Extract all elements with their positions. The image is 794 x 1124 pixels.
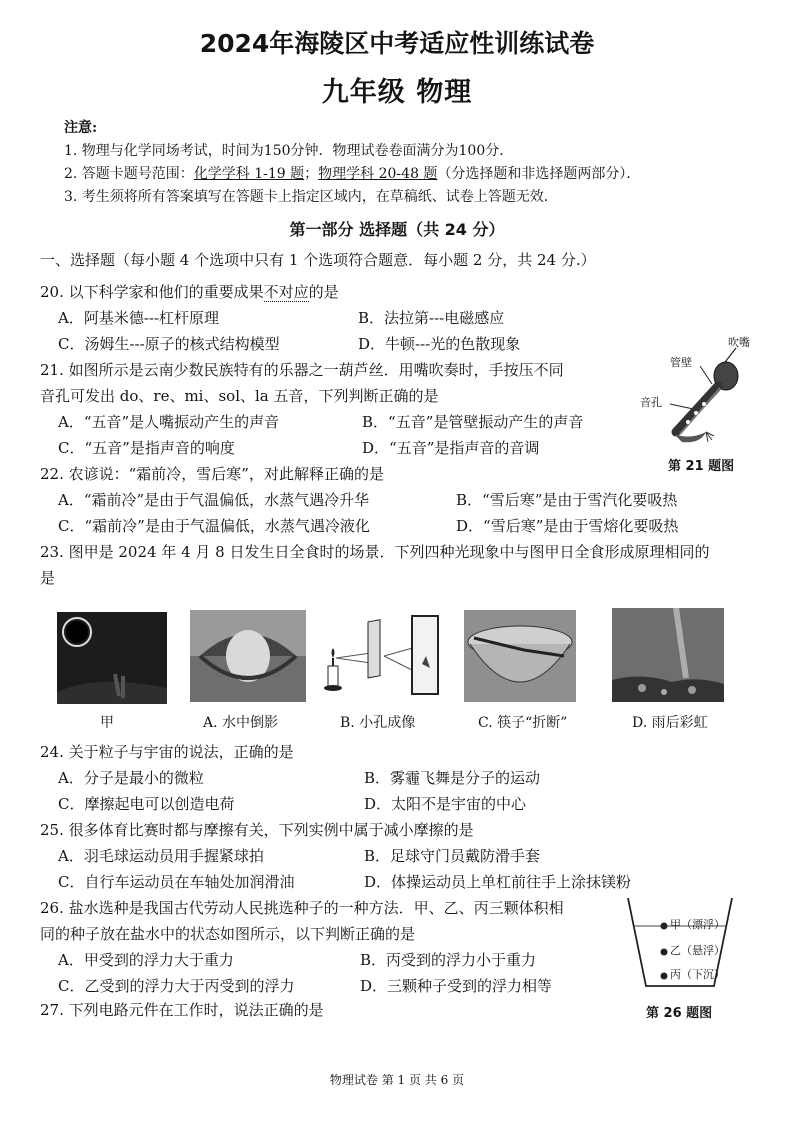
q24-stem: 24. 关于粒子与宇宙的说法，正确的是 — [40, 743, 294, 761]
eclipse-drawing — [57, 612, 167, 704]
q26-stem-line1: 26. 盐水选种是我国古代劳动人民挑选种子的一种方法．甲、乙、丙三颗体积相 — [40, 899, 564, 917]
exam-title: 2024年海陵区中考适应性训练试卷 — [199, 29, 595, 58]
q24-option-b: B．雾霾飞舞是分子的运动 — [364, 769, 541, 787]
q23-caption-a: A. 水中倒影 — [203, 715, 279, 731]
notes-heading: 注意: — [64, 120, 98, 136]
hulusi-label-wall: 管壁 — [670, 356, 692, 369]
q27-stem: 27. 下列电路元件在工作时，说法正确的是 — [40, 1001, 324, 1019]
q21-figure-caption: 第 21 题图 — [668, 459, 735, 474]
q22-option-d: D．“雪后寒”是由于雪熔化要吸热 — [456, 517, 679, 535]
q23-caption-b: B. 小孔成像 — [340, 715, 416, 731]
q24-option-d: D．太阳不是宇宙的中心 — [364, 795, 527, 813]
q25-option-b: B．足球守门员戴防滑手套 — [364, 847, 541, 865]
note-1: 1. 物理与化学同场考试，时间为150分钟．物理试卷卷面满分为100分． — [64, 143, 514, 159]
q22-option-a: A．“霜前冷”是由于气温偏低，水蒸气遇冷升华 — [58, 491, 370, 509]
q20-stem-a: 20. 以下科学家和他们的重要成果 — [40, 283, 264, 301]
q23-caption-d: D. 雨后彩虹 — [632, 715, 708, 731]
reflection-drawing — [190, 610, 306, 702]
hulusi-label-mouth: 吹嘴 — [728, 336, 750, 349]
q21-option-c: C．“五音”是指声音的响度 — [58, 439, 235, 457]
q26-option-d: D．三颗种子受到的浮力相等 — [360, 977, 553, 995]
q25-option-d: D．体操运动员上单杠前往手上涂抹镁粉 — [364, 873, 632, 891]
section-instruction: 一、选择题（每小题 4 个选项中只有 1 个选项符合题意．每小题 2 分，共 24 分.） — [40, 251, 596, 269]
q20-stem — [40, 282, 339, 302]
hulusi-drawing — [640, 336, 780, 448]
note-2-a: 2. 答题卡题号范围： — [64, 166, 194, 182]
beaker-label-yi: 乙（悬浮） — [670, 944, 725, 957]
hulusi-label-hole: 音孔 — [640, 396, 662, 409]
rainbow-drawing — [612, 608, 724, 702]
q20-stem-emph: 不对应 — [263, 283, 309, 301]
q21-option-d: D．“五音”是指声音的音调 — [362, 439, 540, 457]
q23-figure-pinhole — [322, 608, 446, 704]
q26-stem-line2: 同的种子放在盐水中的状态如图所示，以下判断正确的是 — [40, 925, 416, 943]
q26-figure-beaker — [624, 894, 744, 990]
q22-stem: 22. 农谚说：“霜前冷，雪后寒”，对此解释正确的是 — [40, 465, 384, 483]
q21-figure-hulusi — [640, 336, 780, 448]
q21-stem-line2: 音孔可发出 do、re、mi、sol、la 五音，下列判断正确的是 — [40, 387, 439, 405]
q22-option-c: C．“霜前冷”是由于气温偏低，水蒸气遇冷液化 — [58, 517, 370, 535]
q23-figure-chopstick — [464, 610, 576, 702]
q20-option-c: C．汤姆生---原子的核式结构模型 — [58, 335, 280, 353]
q26-option-a: A．甲受到的浮力大于重力 — [58, 951, 234, 969]
q20-stem-c: 的是 — [308, 283, 339, 301]
q26-option-c: C．乙受到的浮力大于丙受到的浮力 — [58, 977, 295, 995]
q26-figure-caption: 第 26 题图 — [646, 1006, 713, 1021]
q24-option-a: A．分子是最小的微粒 — [58, 769, 204, 787]
q25-option-c: C．自行车运动员在车轴处加润滑油 — [58, 873, 295, 891]
q21-stem-line1: 21. 如图所示是云南少数民族特有的乐器之一葫芦丝．用嘴吹奏时，手按压不同 — [40, 361, 564, 379]
q25-option-a: A．羽毛球运动员用手握紧球拍 — [58, 847, 264, 865]
q21-option-a: A．“五音”是人嘴振动产生的声音 — [58, 413, 280, 431]
pinhole-drawing — [322, 608, 446, 704]
note-2-phys-range: 物理学科 20-48 题 — [318, 166, 438, 182]
q26-option-b: B．丙受到的浮力小于重力 — [360, 951, 537, 969]
q23-caption-jia: 甲 — [100, 715, 114, 731]
q25-stem: 25. 很多体育比赛时都与摩擦有关，下列实例中属于减小摩擦的是 — [40, 821, 474, 839]
q22-option-b: B．“雪后寒”是由于雪汽化要吸热 — [456, 491, 678, 509]
beaker-label-jia: 甲（漂浮） — [670, 918, 725, 931]
q20-option-d: D．牛顿---光的色散现象 — [358, 335, 521, 353]
note-2-e: （分选择题和非选择题两部分）． — [437, 166, 641, 182]
page-footer: 物理试卷 第 1 页 共 6 页 — [329, 1073, 465, 1087]
q23-caption-c: C. 筷子“折断” — [478, 715, 568, 731]
q23-figure-reflection — [190, 610, 306, 702]
exam-subtitle: 九年级 物理 — [321, 77, 473, 108]
q23-stem-line2: 是 — [40, 569, 56, 587]
note-2-chem-range: 化学学科 1-19 题 — [193, 166, 305, 182]
q20-option-a: A．阿基米德---杠杆原理 — [58, 309, 220, 327]
beaker-label-bing: 丙（下沉） — [670, 968, 725, 981]
chopstick-drawing — [464, 610, 576, 702]
note-2 — [64, 164, 640, 184]
q23-stem-line1: 23. 图甲是 2024 年 4 月 8 日发生日全食时的场景．下列四种光现象中与图甲日全食形成原理相同的 — [40, 543, 710, 561]
q21-option-b: B．“五音”是管壁振动产生的声音 — [362, 413, 584, 431]
note-2-c: ； — [304, 166, 319, 182]
q24-option-c: C．摩擦起电可以创造电荷 — [58, 795, 235, 813]
q20-option-b: B．法拉第---电磁感应 — [358, 309, 505, 327]
note-3: 3. 考生须将所有答案填写在答题卡上指定区域内，在草稿纸、试卷上答题无效． — [64, 189, 558, 205]
q23-figure-rainbow — [612, 608, 724, 702]
section-heading: 第一部分 选择题（共 24 分） — [289, 220, 505, 239]
q23-figure-eclipse — [57, 612, 167, 704]
